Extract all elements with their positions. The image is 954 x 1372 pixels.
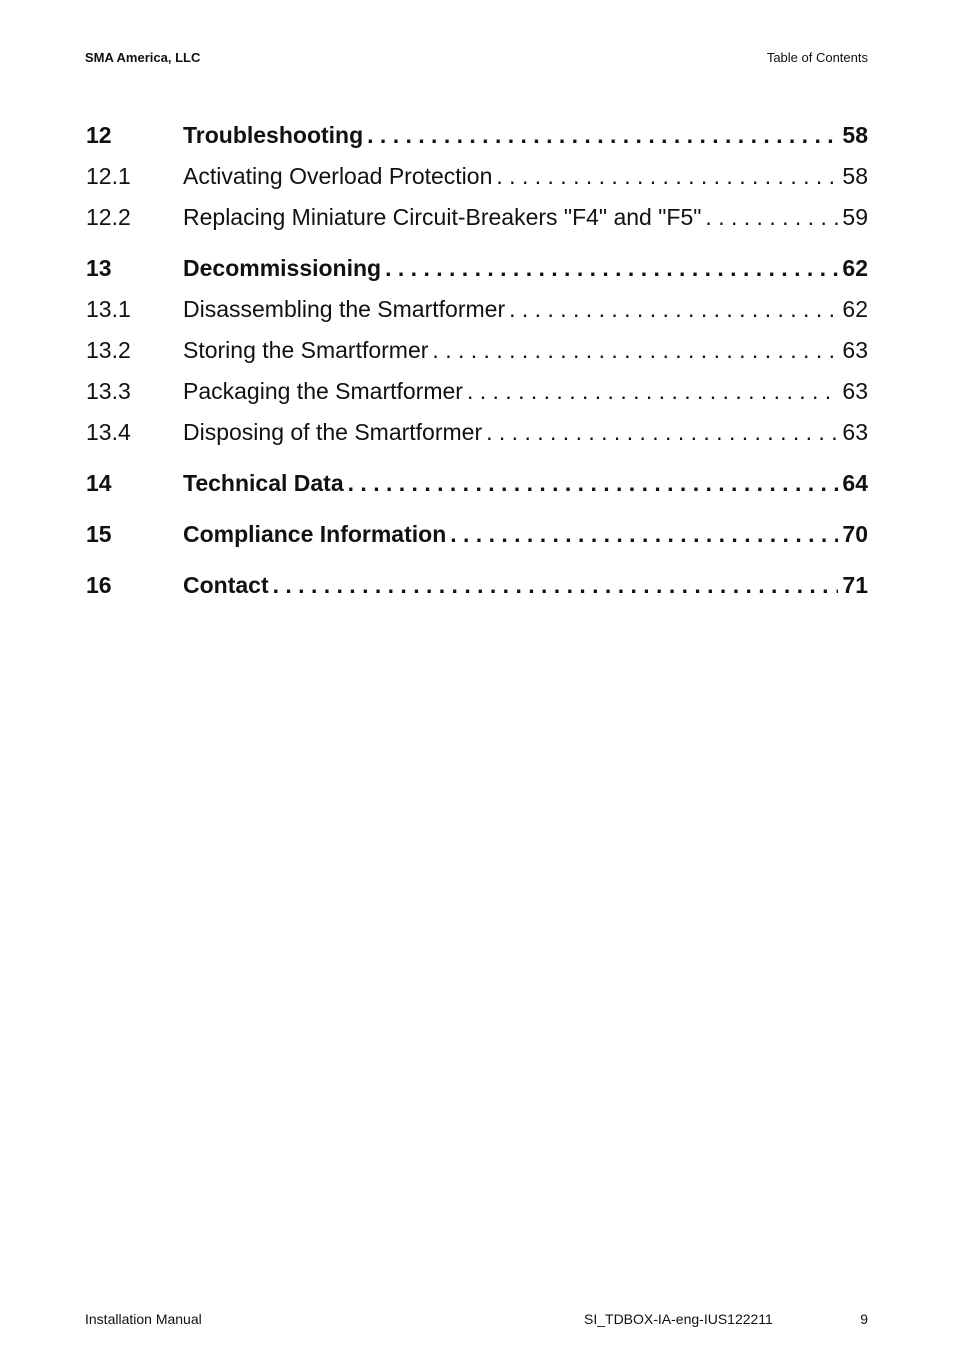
toc-dot-leader [273,572,839,599]
toc-entry-number: 13 [86,255,112,281]
toc-entry-number: 12.1 [86,163,131,189]
toc-entry-title: Troubleshooting [183,122,364,148]
toc-entry-title: Compliance Information [183,521,447,547]
toc-entry[interactable] [86,163,868,204]
footer-page-number: 9 [860,1311,868,1327]
toc-entry-number: 14 [86,470,112,496]
toc-entry[interactable] [86,419,868,460]
toc-entry-title: Storing the Smartformer [183,337,429,363]
toc-entry[interactable] [86,470,868,511]
toc-entry-title: Decommissioning [183,255,382,281]
toc-entry-page: 59 [842,204,868,230]
toc-entry-number: 16 [86,572,112,598]
toc-entry-title: Replacing Miniature Circuit-Breakers "F4" and "F5" [183,204,702,230]
toc-entry[interactable] [86,296,868,337]
toc-entry-title: Technical Data [183,470,344,496]
toc-entry-number: 13.1 [86,296,131,322]
toc-dot-leader [509,296,838,323]
toc-entry-page: 63 [842,337,868,363]
toc-dot-leader [467,378,838,405]
toc-entry[interactable] [86,255,868,296]
footer-manual-title: Installation Manual [85,1311,202,1327]
toc-entry-number: 13.2 [86,337,131,363]
toc-entry[interactable] [86,122,868,163]
toc-entry-title: Disposing of the Smartformer [183,419,483,445]
toc-entry-number: 13.4 [86,419,131,445]
toc-entry-page: 58 [842,122,868,148]
toc-entry[interactable] [86,378,868,419]
toc-entry[interactable] [86,521,868,562]
toc-entry[interactable] [86,204,868,245]
toc-entry-number: 12.2 [86,204,131,230]
toc-dot-leader [496,163,838,190]
toc-entry-title: Activating Overload Protection [183,163,493,189]
toc-dot-leader [385,255,838,282]
footer-document-id: SI_TDBOX-IA-eng-IUS122211 [584,1311,773,1327]
toc-entry-page: 71 [842,572,868,598]
toc-entry-page: 58 [842,163,868,189]
toc-dot-leader [705,204,838,231]
toc-entry-number: 12 [86,122,112,148]
toc-entry-page: 63 [842,378,868,404]
toc-dot-leader [486,419,838,446]
toc-entry-title: Contact [183,572,269,598]
toc-dot-leader [367,122,838,149]
toc-dot-leader [432,337,838,364]
toc-entry[interactable] [86,572,868,613]
toc-entry-title: Packaging the Smartformer [183,378,463,404]
toc-dot-leader [450,521,838,548]
header-section-title: Table of Contents [766,50,868,65]
toc-entry-page: 70 [842,521,868,547]
toc-entry-title: Disassembling the Smartformer [183,296,506,322]
toc-entry-page: 62 [842,255,868,281]
toc-entry-number: 13.3 [86,378,131,404]
toc-entry-page: 62 [842,296,868,322]
toc-dot-leader [348,470,839,497]
table-of-contents [86,122,868,613]
toc-entry-number: 15 [86,521,112,547]
toc-entry-page: 63 [842,419,868,445]
toc-entry-page: 64 [842,470,868,496]
header-company: SMA America, LLC [85,50,201,65]
toc-entry[interactable] [86,337,868,378]
